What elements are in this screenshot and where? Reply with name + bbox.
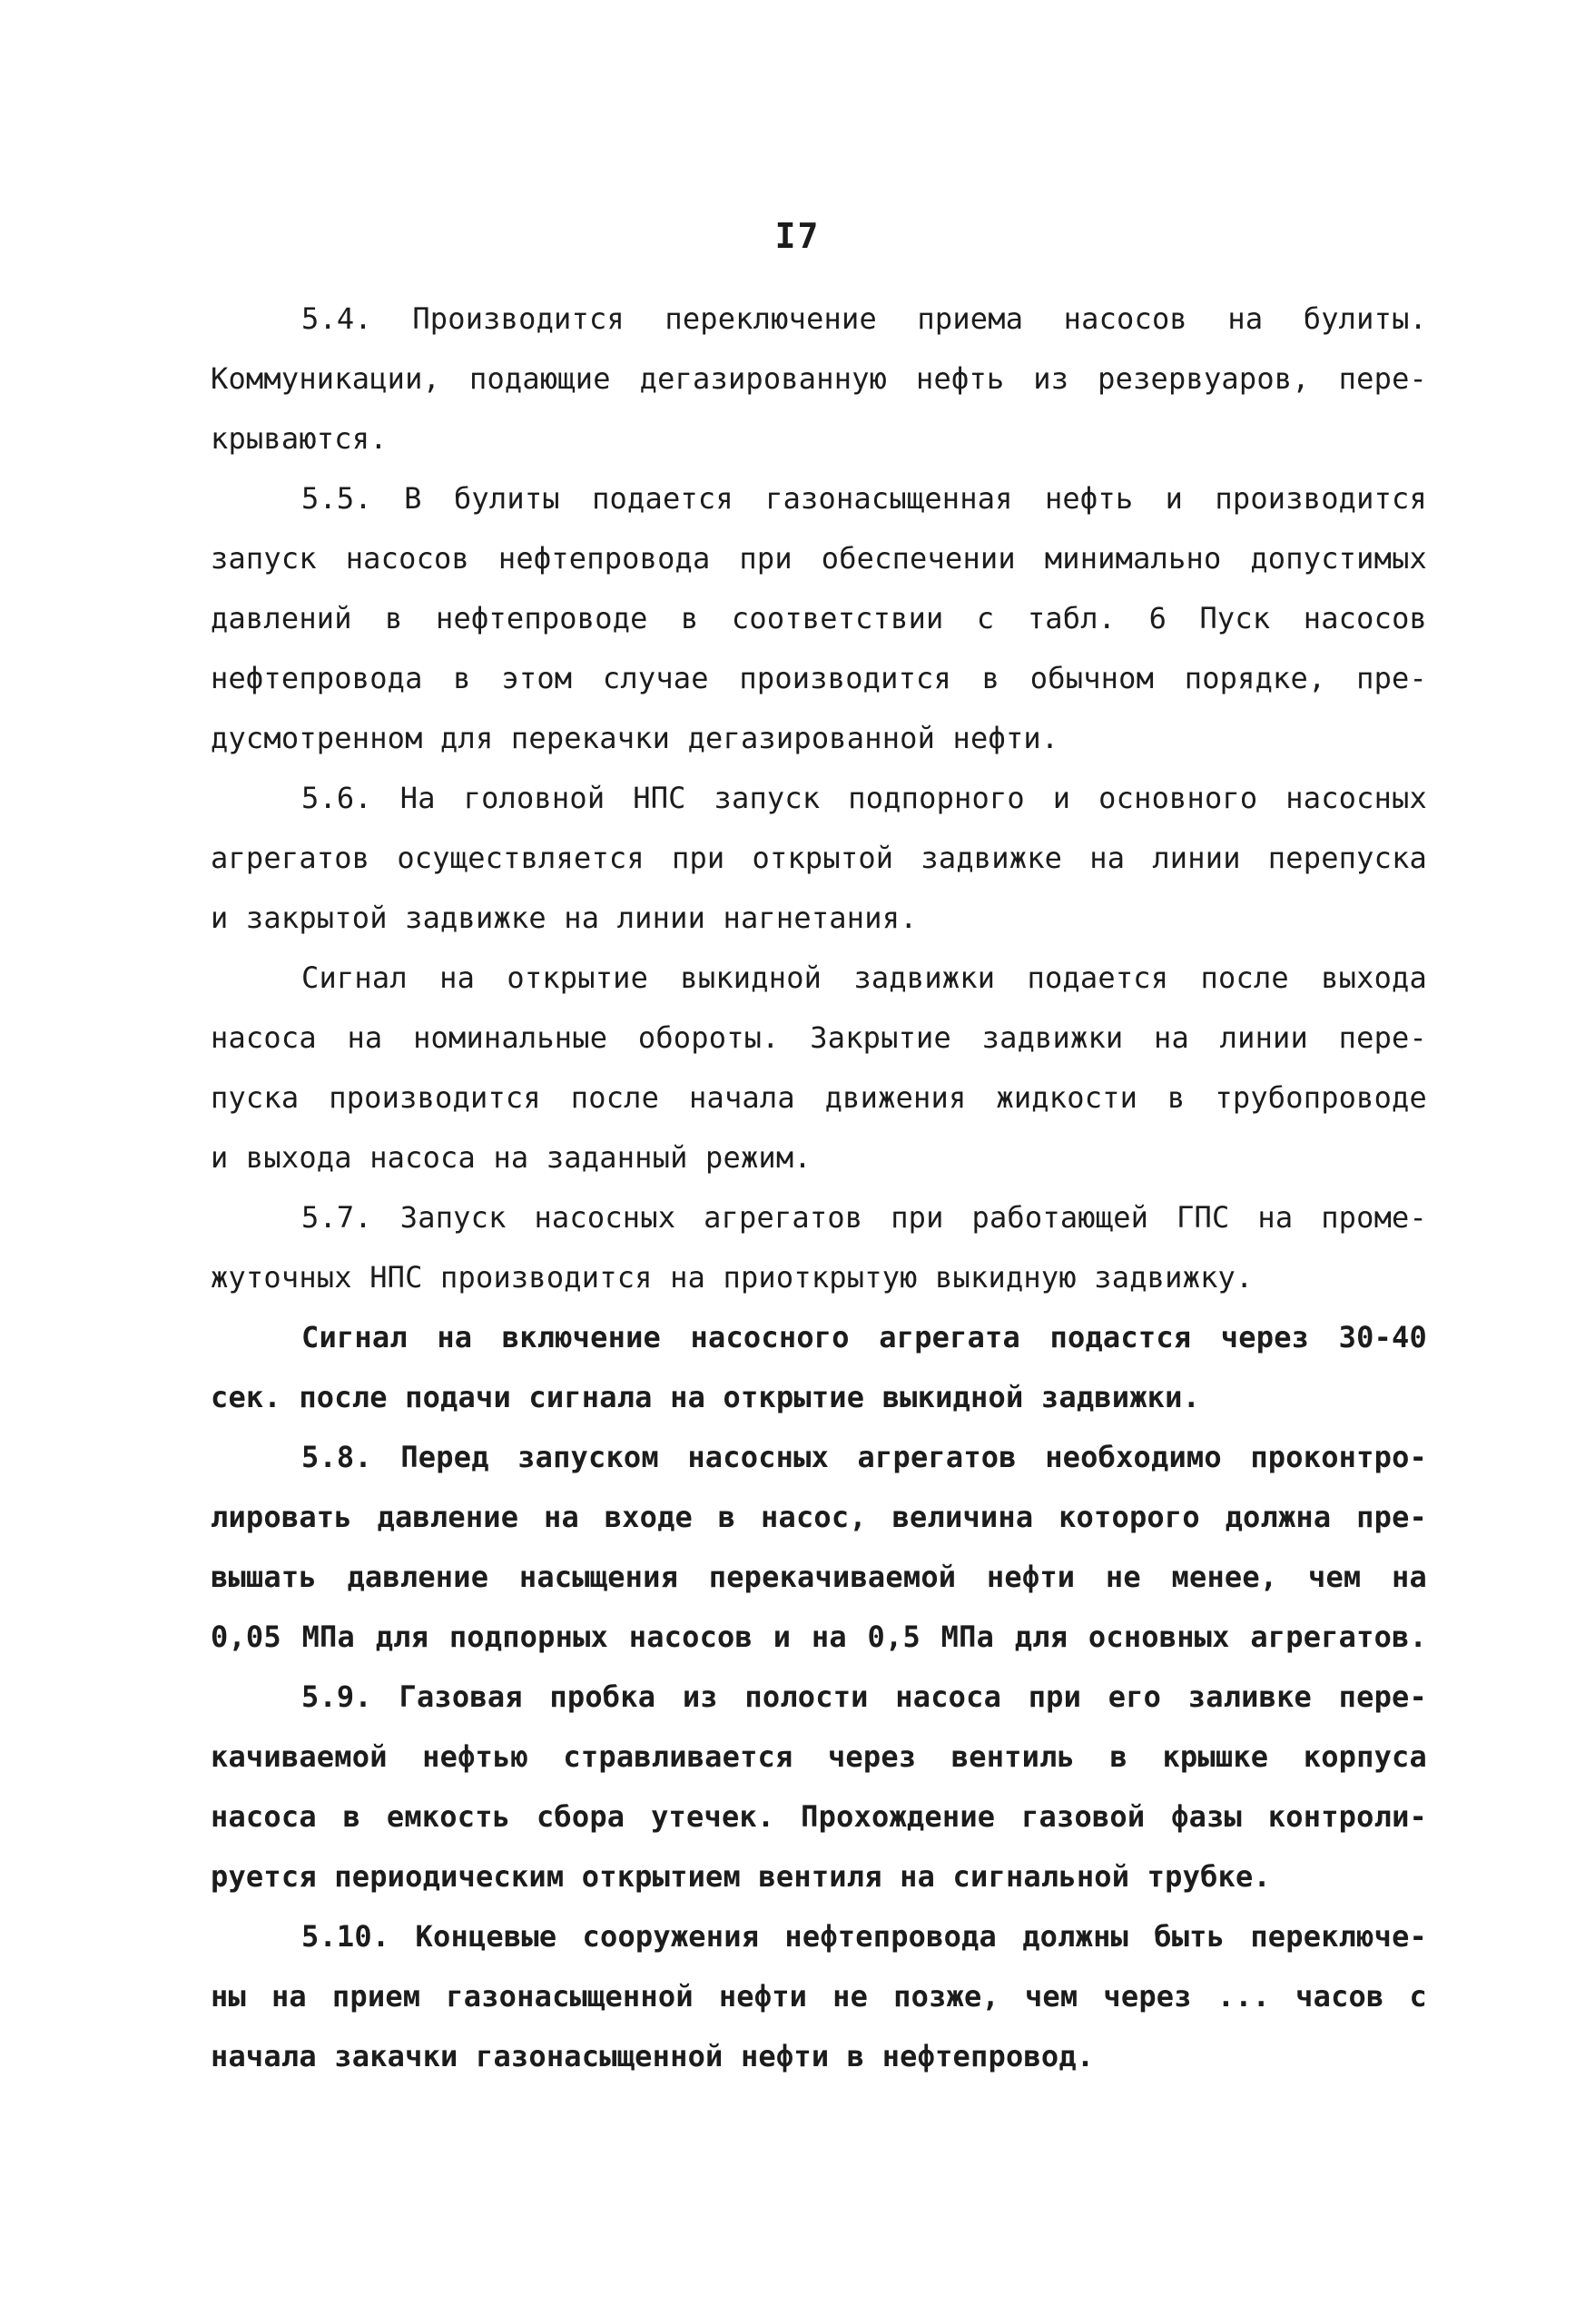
text-line: 5.8. Перед запуском насосных агрегатов необходимо проконтро- [301,1440,1427,1474]
text-line: 5.7. Запуск насосных агрегатов при работающей ГПС на проме- [301,1200,1427,1235]
paragraph-5-10 [211,1906,1427,2086]
text-line: Сигнал на открытие выкидной задвижки подается после выхода [301,960,1427,995]
document-body [211,289,1427,2086]
paragraph-5-6-signal [211,948,1427,1187]
text-line: начала закачки газонасыщенной нефти в нефтепровод. [211,2039,1095,2073]
text-line: жуточных НПС производится на приоткрытую выкидную задвижку. [211,1260,1254,1295]
text-line: лировать давление на входе в насос, величина которого должна пре- [211,1500,1427,1534]
paragraph-5-4 [211,289,1427,468]
text-line: 5.10. Концевые сооружения нефтепровода должны быть переключе- [301,1919,1427,1954]
text-line: 0,05 МПа для подпорных насосов и на 0,5 МПа для основных агрегатов. [211,1620,1427,1654]
text-line: запуск насосов нефтепровода при обеспечении минимально допустимых [211,541,1427,576]
text-line: крываются. [211,421,388,456]
text-line: 5.6. На головной НПС запуск подпорного и основного насосных [301,781,1427,815]
text-line: Коммуникации, подающие дегазированную нефть из резервуаров, пере- [211,361,1427,396]
paragraph-5-7 [211,1187,1427,1307]
text-line: нефтепровода в этом случае производится в обычном порядке, пре- [211,661,1427,695]
paragraph-5-9 [211,1667,1427,1906]
text-line: вышать давление насыщения перекачиваемой нефти не менее, чем на [211,1560,1427,1594]
text-line: пуска производится после начала движения жидкости в трубопроводе [211,1080,1427,1115]
text-line: 5.4. Производится переключение приема насосов на булиты. [301,301,1427,336]
paragraph-5-6 [211,768,1427,948]
paragraph-5-8 [211,1427,1427,1667]
paragraph-5-7-signal [211,1307,1427,1427]
text-line: насоса на номинальные обороты. Закрытие задвижки на линии пере- [211,1020,1427,1055]
page-number: I7 [774,216,821,256]
text-line: 5.5. В булиты подается газонасыщенная нефть и производится [301,481,1427,516]
text-line: 5.9. Газовая пробка из полости насоса при его заливке пере- [301,1679,1427,1714]
text-line: сек. после подачи сигнала на открытие выкидной задвижки. [211,1380,1201,1414]
text-line: качиваемой нефтью стравливается через вентиль в крышке корпуса [211,1739,1427,1774]
text-line: насоса в емкость сбора утечек. Прохождение газовой фазы контроли- [211,1799,1427,1834]
text-line: и выхода насоса на заданный режим. [211,1140,812,1175]
paragraph-5-5 [211,468,1427,768]
text-line: давлений в нефтепроводе в соответствии с табл. 6 Пуск насосов [211,601,1427,635]
text-line: дусмотренном для перекачки дегазированной нефти. [211,721,1059,755]
text-line: ны на прием газонасыщенной нефти не позже, чем через ... часов с [211,1979,1427,2014]
text-line: руется периодическим открытием вентиля на сигнальной трубке. [211,1859,1271,1894]
text-line: Сигнал на включение насосного агрегата подастся через 30-40 [301,1320,1427,1354]
text-line: и закрытой задвижке на линии нагнетания. [211,901,918,935]
text-line: агрегатов осуществляется при открытой задвижке на линии перепуска [211,841,1427,875]
